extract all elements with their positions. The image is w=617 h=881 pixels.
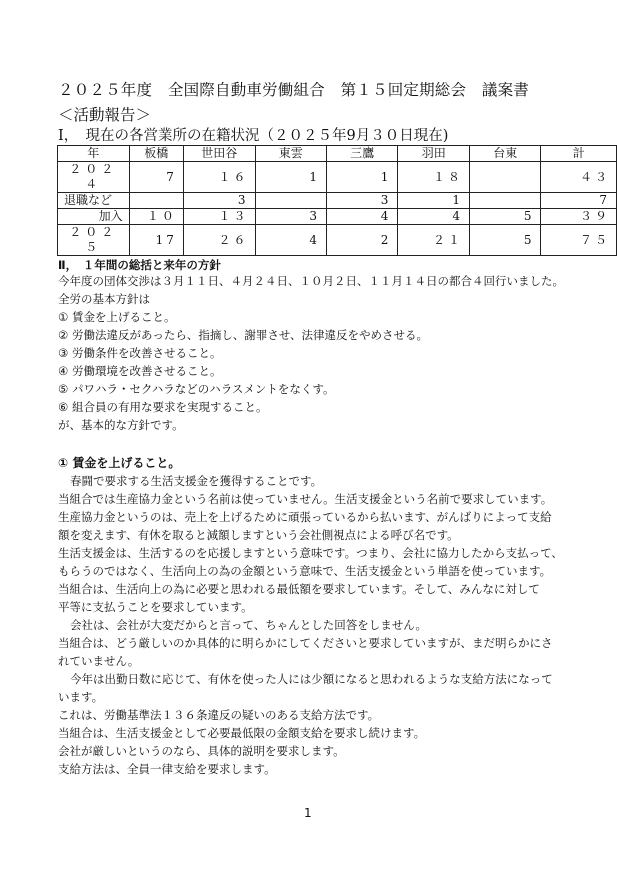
table-header-cell: 羽田 bbox=[398, 146, 470, 162]
policy-list bbox=[58, 308, 428, 434]
paragraph-line: 春闘で要求する生活支援金を獲得することです。 bbox=[70, 474, 323, 488]
paragraph-line: 当組合は、生活向上の為に必要と思われる最低額を要求しています。そして、みんなに対して bbox=[58, 582, 540, 596]
section2-intro bbox=[58, 272, 564, 308]
paragraph-line: 当組合では生産協力金という名前は使っていません。生活支援金という名前で要求しています。 bbox=[58, 492, 553, 506]
row-label-cell: ２０２５ bbox=[58, 225, 130, 256]
section3-wages bbox=[58, 454, 563, 778]
table-cell: １８ bbox=[398, 162, 470, 193]
paragraph-line: もらうのではなく、生活向上の為の金額という意味で、生活支援金という単語を使っています。 bbox=[58, 564, 552, 578]
table-cell: 3 bbox=[326, 193, 397, 209]
table-cell: 4 bbox=[398, 209, 470, 225]
table-cell: 4 bbox=[326, 209, 397, 225]
table-cell: 7 bbox=[129, 162, 183, 193]
table-row bbox=[58, 209, 617, 225]
paragraph-line: れていません。 bbox=[58, 654, 140, 668]
row-label-cell: ２０２４ bbox=[58, 162, 130, 193]
table-cell: １３ bbox=[183, 209, 255, 225]
page-number: 1 bbox=[304, 806, 312, 820]
row-label-cell: 退職など bbox=[58, 193, 130, 209]
paragraph-line: 全労の基本方針は bbox=[58, 292, 150, 306]
table-cell: ７５ bbox=[541, 225, 617, 256]
table-header-cell: 三鷹 bbox=[326, 146, 397, 162]
table-cell: ３９ bbox=[541, 209, 617, 225]
table-cell: 3 bbox=[183, 193, 255, 209]
row-label-cell: 加入 bbox=[58, 209, 130, 225]
table-cell: 4 bbox=[255, 225, 326, 256]
paragraph-line: 生活支援金は、生活するのを応援しますという意味です。つまり、会社に協力したから支払って、 bbox=[58, 546, 563, 560]
table-cell: ２６ bbox=[183, 225, 255, 256]
table-cell: 3 bbox=[255, 209, 326, 225]
table-cell: １６ bbox=[183, 162, 255, 193]
table-cell: 17 bbox=[129, 225, 183, 256]
paragraph-line: 当組合は、どう厳しいのか具体的に明らかにしてくださいと要求していますが、まだ明らかにさ bbox=[58, 636, 553, 650]
paragraph-line: 額を変えます、有休を取ると減額しますという会社側視点による呼び名です。 bbox=[58, 528, 459, 542]
paragraph-line: 会社が厳しいというのなら、具体的説明を要求します。 bbox=[58, 744, 345, 758]
paragraph-line: 今年度の団体交渉は３月１１日、４月２４日、１０月２日、１１月１４日の都合４回行いました。 bbox=[58, 274, 564, 288]
membership-table bbox=[57, 145, 617, 256]
section2-heading: Ⅱ， １年間の総括と来年の方針 bbox=[58, 258, 221, 272]
policy-item: ⑥ 組合員の有用な要求を実現すること。 bbox=[58, 400, 268, 414]
section3-heading: ① 賃金を上げること。 bbox=[58, 456, 181, 470]
table-header-row bbox=[58, 146, 617, 162]
table-cell: 5 bbox=[470, 209, 541, 225]
document-subtitle: ＜活動報告＞ bbox=[58, 106, 152, 124]
table-cell bbox=[255, 193, 326, 209]
paragraph-line: 会社は、会社が大変だからと言って、ちゃんとした回答をしません。 bbox=[70, 618, 427, 632]
paragraph-line: 当組合は、生活支援金として必要最低限の金額支給を要求し続けます。 bbox=[58, 726, 426, 740]
table-header-cell: 台東 bbox=[470, 146, 541, 162]
section1-heading: Ⅰ， 現在の各営業所の在籍状況（２０２５年9月３０日現在) bbox=[58, 128, 449, 144]
policy-item: ① 賃金を上げること。 bbox=[58, 310, 176, 324]
table-header-cell: 世田谷 bbox=[183, 146, 255, 162]
paragraph-line: 平等に支払うことを要求しています。 bbox=[58, 600, 253, 614]
policy-summary: が、基本的な方針です。 bbox=[58, 418, 184, 432]
document-title: ２０２５年度 全国際自動車労働組合 第１５回定期総会 議案書 bbox=[58, 81, 530, 99]
policy-item: ② 労働法違反があったら、指摘し、謝罪させ、法律違反をやめさせる。 bbox=[58, 328, 429, 342]
table-cell: 7 bbox=[541, 193, 617, 209]
table-cell bbox=[470, 162, 541, 193]
paragraph-line: います。 bbox=[58, 690, 104, 704]
policy-item: ⑤ パワハラ・セクハラなどのハラスメントをなくす。 bbox=[58, 382, 335, 396]
paragraph-line: 生産協力金というのは、売上を上げるために頑張っているから払います、がんばりによって支給 bbox=[58, 510, 552, 524]
table-cell: ２１ bbox=[398, 225, 470, 256]
table-cell: 1 bbox=[398, 193, 470, 209]
table-header-cell: 東雲 bbox=[255, 146, 326, 162]
table-cell: 2 bbox=[326, 225, 397, 256]
paragraph-line: 支給方法は、全員一律支給を要求します。 bbox=[58, 762, 276, 776]
table-cell bbox=[470, 193, 541, 209]
policy-item: ④ 労働環境を改善させること。 bbox=[58, 364, 222, 378]
table-header-cell: 板橋 bbox=[129, 146, 183, 162]
table-row bbox=[58, 162, 617, 193]
table-row bbox=[58, 193, 617, 209]
table-header-cell: 計 bbox=[541, 146, 617, 162]
table-cell: 5 bbox=[470, 225, 541, 256]
table-row bbox=[58, 225, 617, 256]
policy-item: ③ 労働条件を改善させること。 bbox=[58, 346, 222, 360]
table-cell bbox=[129, 193, 183, 209]
paragraph-line: これは、労働基準法１３６条違反の疑いのある支給方法です。 bbox=[58, 708, 380, 722]
table-header-cell: 年 bbox=[58, 146, 130, 162]
table-cell: ４３ bbox=[541, 162, 617, 193]
table-cell: 1 bbox=[326, 162, 397, 193]
table-cell: 1 bbox=[255, 162, 326, 193]
paragraph-line: 今年は出勤日数に応じて、有休を使った人には少額になると思われるような支給方法になって bbox=[70, 672, 553, 686]
table-cell: １０ bbox=[129, 209, 183, 225]
